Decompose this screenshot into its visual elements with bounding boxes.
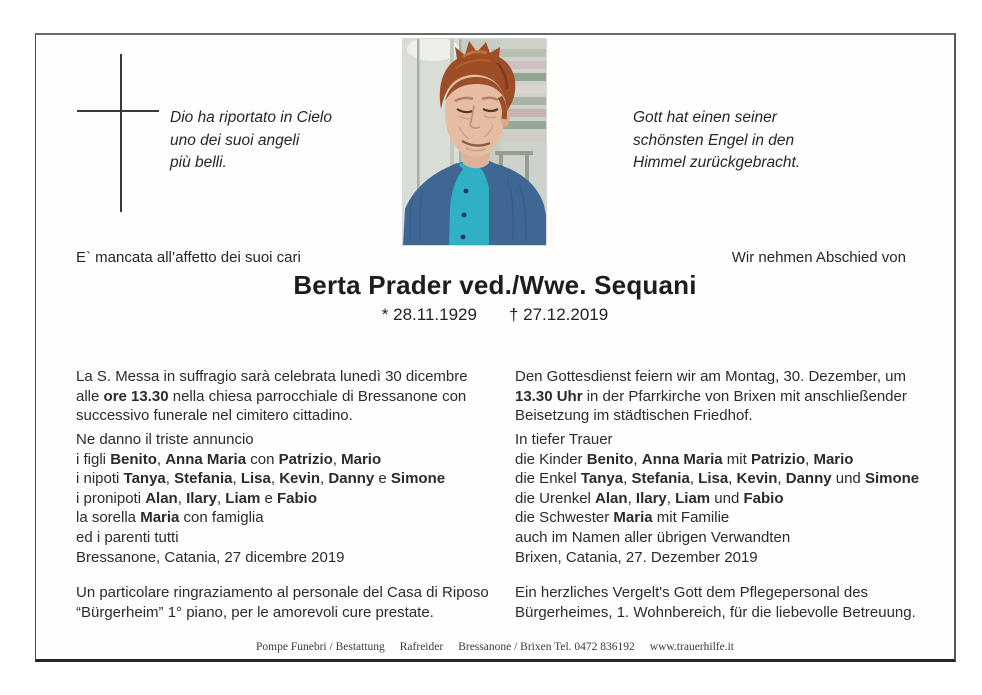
text-line: i pronipoti Alan, Ilary, Liam e Fabio [76, 489, 317, 507]
text-line: Beisetzung im städtischen Friedhof. [515, 407, 753, 424]
text-line: auch im Namen aller übrigen Verwandten [515, 528, 791, 546]
text-line: die Enkel Tanya, Stefania, Lisa, Kevin, Danny und Simone [515, 470, 920, 487]
death-date: † 27.12.2019 [508, 305, 609, 324]
intro-german: Wir nehmen Abschied von [731, 249, 906, 266]
text-line: alle ore 13.30 nella chiesa parrocchiale di Bressanone con [76, 387, 467, 405]
deceased-name: Berta Prader ved./Wwe. Sequani [293, 270, 697, 300]
portrait-illustration [403, 39, 546, 245]
german-family-list [515, 430, 919, 547]
german-thanks-paragraph [515, 583, 916, 622]
life-dates [36, 305, 954, 325]
text-line: Ne danno il triste annuncio [76, 431, 254, 448]
text-line: In tiefer Trauer [515, 431, 613, 448]
text-line: Himmel zurückgebracht. [633, 154, 801, 171]
text-line: Un particolare ringraziamento al personale del Casa di Riposo [76, 584, 489, 601]
text-line: die Kinder Benito, Anna Maria mit Patrizio, Mario [515, 450, 854, 468]
text-line: i figli Benito, Anna Maria con Patrizio, Mario [76, 450, 382, 468]
italian-place-date: Bressanone, Catania, 27 dicembre 2019 [76, 549, 345, 566]
text-line: die Urenkel Alan, Ilary, Liam und Fabio [515, 489, 784, 507]
portrait-photo [403, 39, 546, 245]
motto-german [633, 107, 800, 175]
birth-date: * 28.11.1929 [381, 305, 477, 324]
text-line: La S. Messa in suffragio sarà celebrata lunedì 30 dicembre [76, 368, 468, 385]
cross-horizontal-line [77, 110, 159, 112]
text-line: uno dei suoi angeli [170, 131, 300, 149]
text-line: più belli. [170, 154, 227, 171]
text-line: www.trauerhilfe.it [649, 641, 734, 653]
text-line: “Bürgerheim” 1° piano, per le amorevoli cure prestate. [76, 603, 434, 621]
funeral-home-footer [36, 641, 954, 653]
text-line: Pompe Funebri / Bestattung [256, 641, 385, 653]
german-service-paragraph [515, 367, 907, 426]
text-line: die Schwester Maria mit Familie [515, 509, 730, 526]
text-line: Bressanone / Brixen Tel. 0472 836192 [458, 641, 635, 653]
text-line: ed i parenti tutti [76, 528, 179, 546]
text-line: Bürgerheimes, 1. Wohnbereich, für die liebevolle Betreuung. [515, 603, 916, 621]
italian-service-paragraph [76, 367, 468, 426]
cross-vertical-line [120, 54, 122, 212]
motto-italian [170, 107, 332, 175]
memorial-card [35, 33, 956, 662]
intro-italian: E` mancata all’affetto dei suoi cari [76, 249, 301, 266]
text-line: la sorella Maria con famiglia [76, 509, 264, 526]
text-line: Ein herzliches Vergelt's Gott dem Pflegepersonal des [515, 584, 869, 601]
italian-family-list [76, 430, 445, 547]
text-line: i nipoti Tanya, Stefania, Lisa, Kevin, Danny e Simone [76, 470, 446, 487]
text-line: Den Gottesdienst feiern wir am Montag, 30. Dezember, um [515, 368, 907, 385]
german-place-date: Brixen, Catania, 27. Dezember 2019 [515, 549, 758, 566]
text-line: 13.30 Uhr in der Pfarrkirche von Brixen mit anschließender [515, 387, 907, 405]
text-line: Gott hat einen seiner [633, 109, 777, 126]
text-line: Rafreider [399, 641, 444, 653]
text-line: Dio ha riportato in Cielo [170, 109, 332, 126]
italian-thanks-paragraph [76, 583, 489, 622]
text-line: successivo funerale nel cimitero cittadino. [76, 407, 353, 424]
text-line: schönsten Engel in den [633, 131, 795, 149]
